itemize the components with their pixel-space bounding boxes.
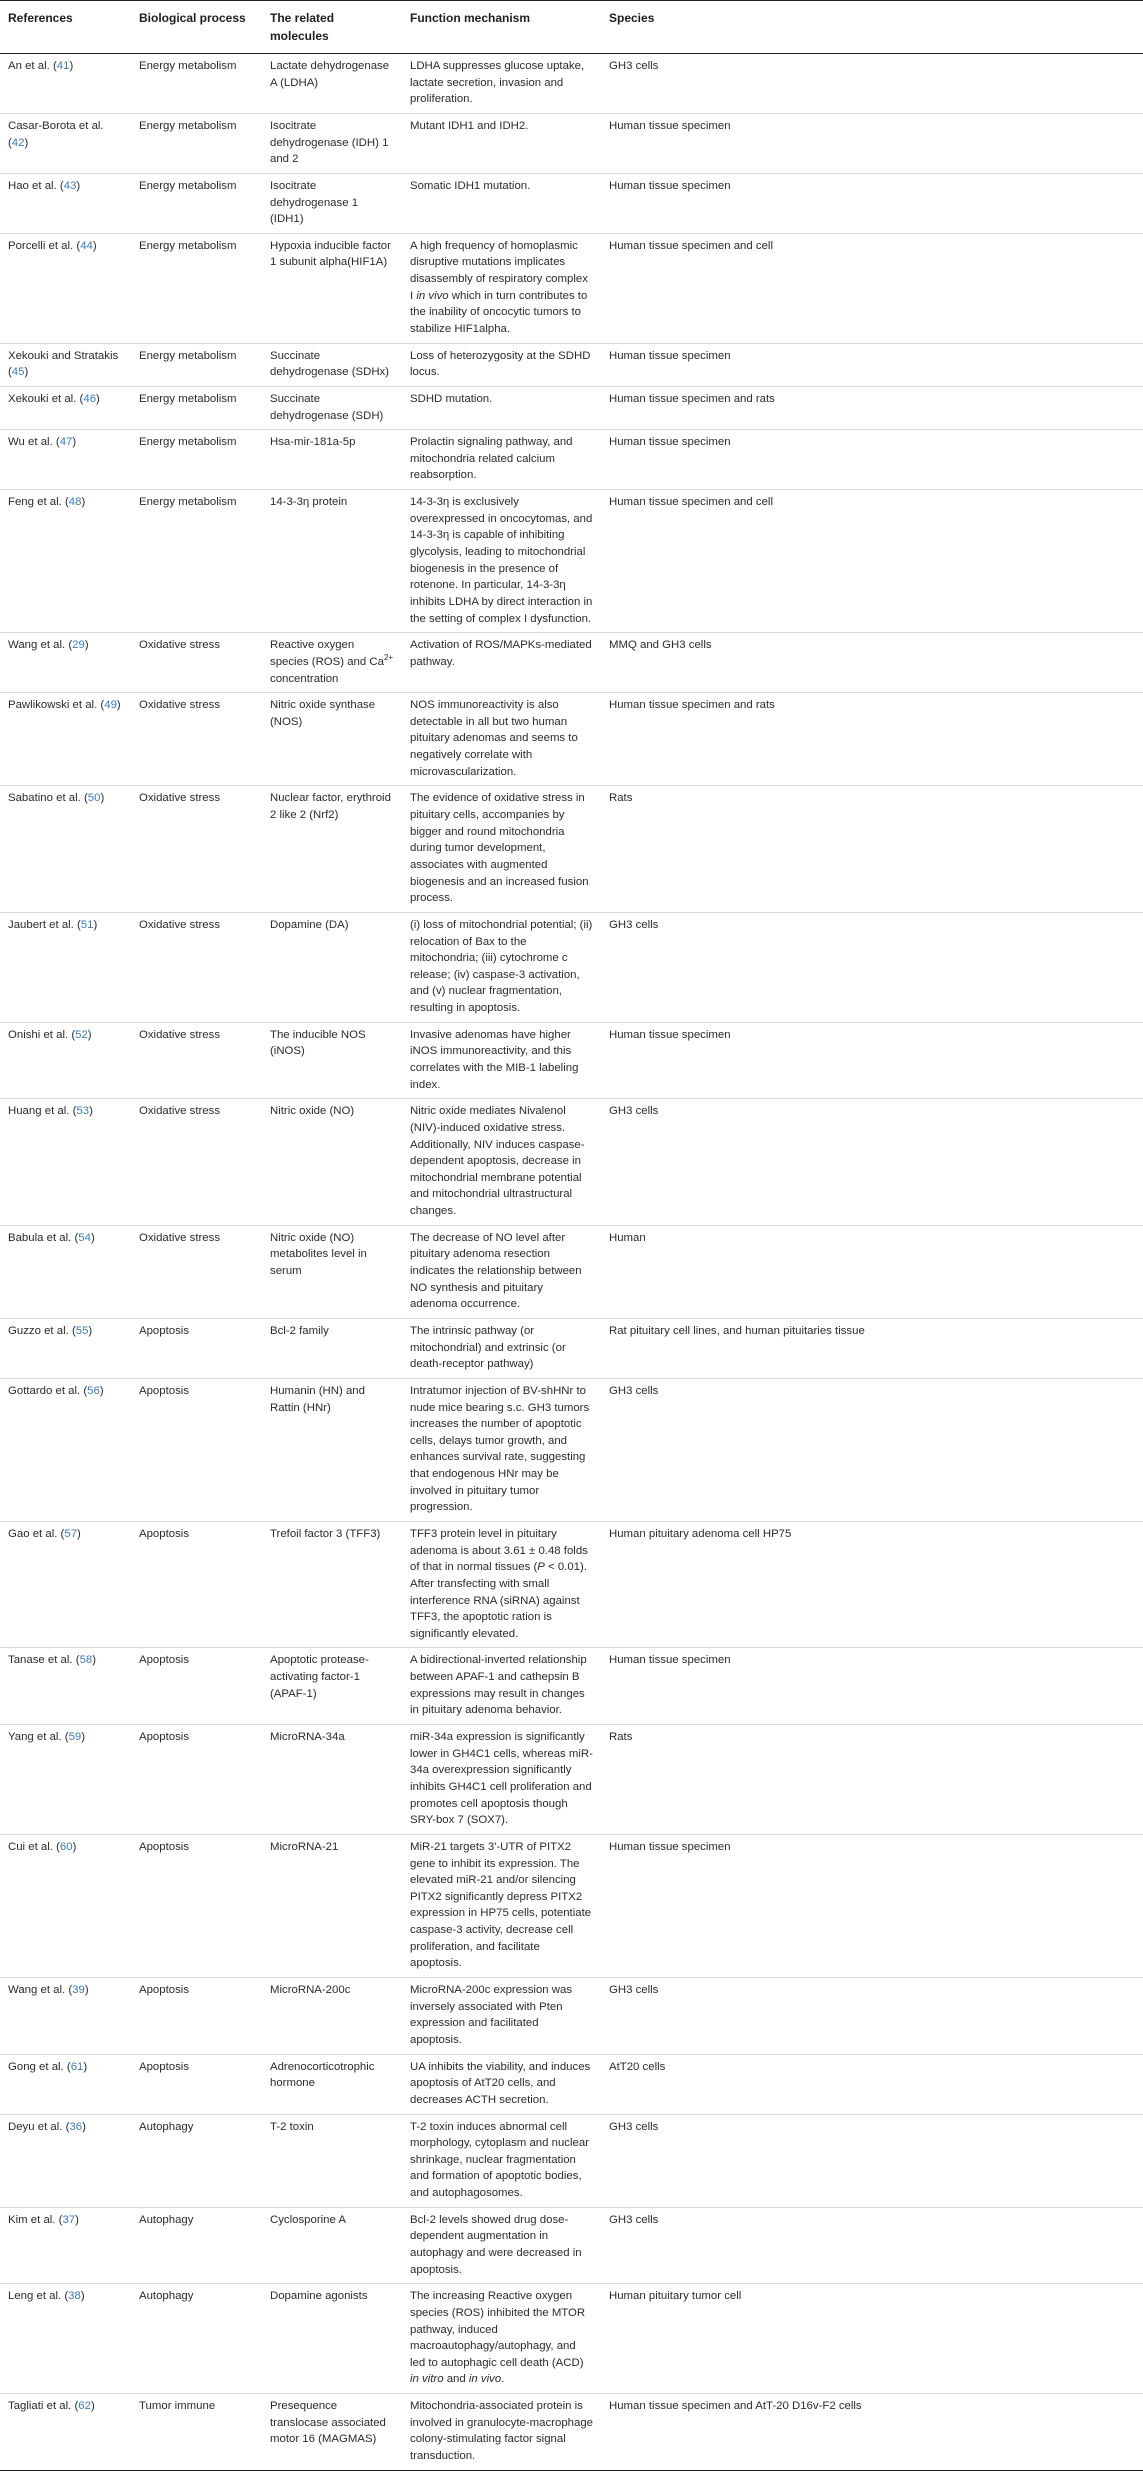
related-molecules-cell: Nuclear factor, erythroid 2 like 2 (Nrf2) <box>262 786 402 912</box>
table-row <box>0 386 1143 429</box>
reference-cell: Jaubert et al. (51) <box>0 912 131 1022</box>
related-molecules-cell: Trefoil factor 3 (TFF3) <box>262 1522 402 1648</box>
species-cell: Human tissue specimen and AtT-20 D16v-F2 cells <box>601 2394 1143 2471</box>
reference-number-link[interactable]: 38 <box>68 2290 81 2303</box>
biological-process-cell: Oxidative stress <box>131 912 262 1022</box>
reference-author: Kim et al. <box>8 2213 56 2226</box>
reference-number-link[interactable]: 48 <box>68 496 82 509</box>
reference-cell: Babula et al. (54) <box>0 1225 131 1318</box>
reference-cell: Gottardo et al. (56) <box>0 1378 131 1521</box>
reference-cell: Wu et al. (47) <box>0 430 131 490</box>
reference-cell: Xekouki et al. (46) <box>0 386 131 429</box>
function-mechanism-cell: Mitochondria-associated protein is involved in granulocyte-macrophage colony-stimulating factor signal transduction. <box>402 2394 601 2471</box>
reference-number-link[interactable]: 41 <box>56 60 70 73</box>
function-mechanism-cell: Prolactin signaling pathway, and mitochondria related calcium reabsorption. <box>402 430 601 490</box>
species-cell: GH3 cells <box>601 1099 1143 1225</box>
species-cell: Human tissue specimen <box>601 343 1143 386</box>
function-mechanism-cell: The intrinsic pathway (or mitochondrial) and extrinsic (or death-receptor pathway) <box>402 1318 601 1378</box>
function-mechanism-cell: MiR-21 targets 3'-UTR of PITX2 gene to inhibit its expression. The elevated miR-21 and/or silencing PITX2 significantly depress PITX2 expression in HP75 cells, potentiate caspase-3 activity, decrease cell proliferation, and facilitate apoptosis. <box>402 1834 601 1977</box>
table-row <box>0 2394 1143 2471</box>
biological-process-cell: Energy metabolism <box>131 173 262 233</box>
species-cell: Human pituitary tumor cell <box>601 2284 1143 2394</box>
reference-author: Casar-Borota et al. <box>8 119 104 132</box>
species-cell: GH3 cells <box>601 2207 1143 2284</box>
table-row <box>0 173 1143 233</box>
biological-process-cell: Apoptosis <box>131 1378 262 1521</box>
biological-process-cell: Apoptosis <box>131 1522 262 1648</box>
species-cell: Human tissue specimen <box>601 113 1143 173</box>
reference-number-link[interactable]: 42 <box>11 136 25 149</box>
reference-number-link[interactable]: 58 <box>79 1654 93 1667</box>
reference-author: Huang et al. <box>8 1105 70 1118</box>
species-cell: GH3 cells <box>601 912 1143 1022</box>
mechanism-italic-text: in vitro <box>410 2373 444 2386</box>
reference-author: Sabatino et al. <box>8 792 81 805</box>
mechanism-text: TFF3 protein level in pituitary adenoma is about 3.61 ± 0.48 folds of that in normal tissues ( <box>410 1528 588 1574</box>
reference-number-link[interactable]: 49 <box>104 699 117 712</box>
mechanism-italic-text: in vivo <box>416 289 449 302</box>
reference-number-link[interactable]: 36 <box>69 2120 83 2133</box>
function-mechanism-cell <box>402 1522 601 1648</box>
reference-author: Pawlikowski et al. <box>8 699 98 712</box>
biological-process-cell: Energy metabolism <box>131 113 262 173</box>
related-molecules-cell: MicroRNA-200c <box>262 1978 402 2055</box>
species-cell: MMQ and GH3 cells <box>601 633 1143 693</box>
table-row <box>0 343 1143 386</box>
reference-number-link[interactable]: 44 <box>80 239 93 252</box>
table-row <box>0 1378 1143 1521</box>
table-row <box>0 430 1143 490</box>
species-cell: GH3 cells <box>601 2114 1143 2207</box>
function-mechanism-cell: Activation of ROS/MAPKs-mediated pathway. <box>402 633 601 693</box>
related-molecules-cell: Succinate dehydrogenase (SDH) <box>262 386 402 429</box>
biological-process-cell: Tumor immune <box>131 2394 262 2471</box>
biological-process-cell: Energy metabolism <box>131 490 262 633</box>
related-molecules-cell: Humanin (HN) and Rattin (HNr) <box>262 1378 402 1521</box>
reference-author: Porcelli et al. <box>8 239 74 252</box>
reference-number-link[interactable]: 43 <box>63 179 77 192</box>
reference-cell: Wang et al. (29) <box>0 633 131 693</box>
biological-process-cell: Oxidative stress <box>131 1099 262 1225</box>
table-row <box>0 1978 1143 2055</box>
reference-cell: An et al. (41) <box>0 54 131 114</box>
reference-number-link[interactable]: 55 <box>75 1324 89 1337</box>
table-row <box>0 54 1143 114</box>
reference-number-link[interactable]: 57 <box>64 1528 78 1540</box>
biological-process-cell: Apoptosis <box>131 1978 262 2055</box>
species-cell: Human tissue specimen <box>601 1648 1143 1725</box>
related-molecules-cell: Succinate dehydrogenase (SDHx) <box>262 343 402 386</box>
table-row <box>0 2207 1143 2284</box>
reference-cell: Wang et al. (39) <box>0 1978 131 2055</box>
function-mechanism-cell: The decrease of NO level after pituitary adenoma resection indicates the relationship between NO synthesis and pituitary adenoma occurrence. <box>402 1225 601 1318</box>
related-molecules-cell: Isocitrate dehydrogenase (IDH) 1 and 2 <box>262 113 402 173</box>
reference-number-link[interactable]: 47 <box>59 436 73 449</box>
reference-author: Tanase et al. <box>8 1654 73 1667</box>
reference-cell: Gao et al. (57) <box>0 1522 131 1648</box>
related-molecules-cell: 14-3-3η protein <box>262 490 402 633</box>
biological-process-cell: Oxidative stress <box>131 1225 262 1318</box>
function-mechanism-cell: miR-34a expression is significantly lower in GH4C1 cells, whereas miR-34a overexpression significantly inhibits GH4C1 cell proliferation and promotes cell apoptosis though SRY-box 7 (SOX7). <box>402 1725 601 1835</box>
function-mechanism-cell: Loss of heterozygosity at the SDHD locus. <box>402 343 601 386</box>
species-cell: Rats <box>601 1725 1143 1835</box>
biological-process-cell: Apoptosis <box>131 1834 262 1977</box>
biological-process-cell: Apoptosis <box>131 2054 262 2114</box>
header-references: References <box>0 1 131 54</box>
table-row <box>0 1318 1143 1378</box>
header-species: Species <box>601 1 1143 54</box>
reference-author: Onishi et al. <box>8 1028 69 1041</box>
species-cell: Rats <box>601 786 1143 912</box>
table-body <box>0 54 1143 2471</box>
reference-number-link[interactable]: 46 <box>83 392 97 405</box>
biological-process-cell: Autophagy <box>131 2207 262 2284</box>
related-molecules-cell: Nitric oxide (NO) metabolites level in serum <box>262 1225 402 1318</box>
header-related-molecules: The related molecules <box>262 1 402 54</box>
table-row <box>0 633 1143 693</box>
related-molecules-cell: MicroRNA-34a <box>262 1725 402 1835</box>
molecules-text: Reactive oxygen species (ROS) and Ca <box>270 639 384 668</box>
function-mechanism-cell: 14-3-3η is exclusively overexpressed in oncocytomas, and 14-3-3η is capable of inhibiting glycolysis, leading to mitochondrial biogenesis in the presence of rotenone. In particular, 14-3-3η inhibits LDHA by direct interaction in the setting of complex I dysfunction. <box>402 490 601 633</box>
species-cell: AtT20 cells <box>601 2054 1143 2114</box>
function-mechanism-cell: Mutant IDH1 and IDH2. <box>402 113 601 173</box>
reference-cell: Deyu et al. (36) <box>0 2114 131 2207</box>
biological-process-cell: Apoptosis <box>131 1725 262 1835</box>
reference-cell: Tagliati et al. (62) <box>0 2394 131 2471</box>
biological-process-cell: Apoptosis <box>131 1318 262 1378</box>
biological-process-cell: Oxidative stress <box>131 786 262 912</box>
species-cell: GH3 cells <box>601 1378 1143 1521</box>
reference-number-link[interactable]: 51 <box>80 918 94 931</box>
reference-number-link[interactable]: 54 <box>78 1231 91 1244</box>
table-row <box>0 490 1143 633</box>
table-row <box>0 693 1143 786</box>
reference-number-link[interactable]: 53 <box>76 1105 90 1118</box>
related-molecules-cell: Hypoxia inducible factor 1 subunit alpha(HIF1A) <box>262 233 402 343</box>
molecules-superscript: 2+ <box>383 653 394 663</box>
biological-process-cell: Energy metabolism <box>131 343 262 386</box>
mechanism-text: The increasing Reactive oxygen species (ROS) inhibited the MTOR pathway, induced macroautophagy/autophagy, and led to autophagic cell death (ACD) <box>410 2290 586 2369</box>
related-molecules-cell <box>262 633 402 693</box>
reference-number-link[interactable]: 52 <box>75 1028 88 1041</box>
table-row <box>0 2054 1143 2114</box>
mechanism-italic-text: in vivo <box>468 2373 502 2386</box>
biological-process-cell: Oxidative stress <box>131 633 262 693</box>
reference-author: Guzzo et al. <box>8 1324 69 1337</box>
biological-process-cell: Autophagy <box>131 2284 262 2394</box>
reference-author: Yang et al. <box>8 1731 62 1744</box>
function-mechanism-cell: Intratumor injection of BV-shHNr to nude mice bearing s.c. GH3 tumors increases the number of apoptotic cells, delays tumor growth, and enhances survival rate, suggesting that endogenous HNr may be involved in pituitary tumor progression. <box>402 1378 601 1521</box>
table-row <box>0 2284 1143 2394</box>
table-row <box>0 1834 1143 1977</box>
reference-author: Hao et al. <box>8 179 57 192</box>
reference-number-link[interactable]: 39 <box>72 1984 85 1997</box>
reference-cell: Sabatino et al. (50) <box>0 786 131 912</box>
header-function-mechanism: Function mechanism <box>402 1 601 54</box>
header-row <box>0 1 1143 54</box>
reference-author: Jaubert et al. <box>8 918 74 931</box>
reference-author: Wu et al. <box>8 436 53 449</box>
reference-author: Feng et al. <box>8 496 62 509</box>
function-mechanism-cell: T-2 toxin induces abnormal cell morphology, cytoplasm and nuclear shrinkage, nuclear fragmentation and formation of apoptotic bodies, and autophagosomes. <box>402 2114 601 2207</box>
biological-process-cell: Oxidative stress <box>131 693 262 786</box>
species-cell: Human tissue specimen <box>601 173 1143 233</box>
species-cell: Human tissue specimen and cell <box>601 233 1143 343</box>
function-mechanism-cell: UA inhibits the viability, and induces apoptosis of AtT20 cells, and decreases ACTH secretion. <box>402 2054 601 2114</box>
function-mechanism-cell: Bcl-2 levels showed drug dose-dependent augmentation in autophagy and were decreased in apoptosis. <box>402 2207 601 2284</box>
table-row <box>0 233 1143 343</box>
table-row <box>0 1099 1143 1225</box>
header-biological-process: Biological process <box>131 1 262 54</box>
biological-process-cell: Apoptosis <box>131 1648 262 1725</box>
reference-cell: Cui et al. (60) <box>0 1834 131 1977</box>
reference-author: Tagliati et al. <box>8 2400 72 2413</box>
related-molecules-cell: Cyclosporine A <box>262 2207 402 2284</box>
species-cell: Human tissue specimen <box>601 430 1143 490</box>
related-molecules-cell: Adrenocorticotrophic hormone <box>262 2054 402 2114</box>
species-cell: Rat pituitary cell lines, and human pituitaries tissue <box>601 1318 1143 1378</box>
species-cell: Human tissue specimen and rats <box>601 386 1143 429</box>
reference-number-link[interactable]: 61 <box>70 2060 84 2073</box>
function-mechanism-cell: Nitric oxide mediates Nivalenol (NIV)-induced oxidative stress. Additionally, NIV induces caspase-dependent apoptosis, decrease in mitochondrial membrane potential and mitochondrial ultrastructural changes. <box>402 1099 601 1225</box>
related-molecules-cell: Nitric oxide synthase (NOS) <box>262 693 402 786</box>
function-mechanism-cell: (i) loss of mitochondrial potential; (ii) relocation of Bax to the mitochondria; (iii) cytochrome c release; (iv) caspase-3 activation, and (v) nuclear fragmentation, resulting in apoptosis. <box>402 912 601 1022</box>
reference-author: Leng et al. <box>8 2290 62 2303</box>
reference-cell: Yang et al. (59) <box>0 1725 131 1835</box>
mechanism-text: < 0.01). After transfecting with small interference RNA (siRNA) against TFF3, the apoptotic ration is significantly elevated. <box>410 1561 587 1640</box>
reference-cell: Gong et al. (61) <box>0 2054 131 2114</box>
function-mechanism-cell: LDHA suppresses glucose uptake, lactate secretion, invasion and proliferation. <box>402 54 601 114</box>
reference-number-link[interactable]: 50 <box>87 792 101 805</box>
related-molecules-cell: The inducible NOS (iNOS) <box>262 1022 402 1099</box>
reference-author: Xekouki and Stratakis <box>8 349 119 362</box>
related-molecules-cell: Hsa-mir-181a-5p <box>262 430 402 490</box>
species-cell: Human tissue specimen <box>601 1834 1143 1977</box>
biological-process-cell: Energy metabolism <box>131 233 262 343</box>
reference-cell: Feng et al. (48) <box>0 490 131 633</box>
mechanism-italic-text: P <box>537 1561 545 1574</box>
function-mechanism-cell: Somatic IDH1 mutation. <box>402 173 601 233</box>
related-molecules-cell: Bcl-2 family <box>262 1318 402 1378</box>
function-mechanism-cell: NOS immunoreactivity is also detectable in all but two human pituitary adenomas and seems to negatively correlate with microvascularization. <box>402 693 601 786</box>
biological-process-cell: Energy metabolism <box>131 54 262 114</box>
table-row <box>0 1225 1143 1318</box>
table-row <box>0 2114 1143 2207</box>
table-row <box>0 113 1143 173</box>
reference-cell: Leng et al. (38) <box>0 2284 131 2394</box>
reference-author: Xekouki et al. <box>8 392 77 405</box>
reference-author: Gao et al. <box>8 1528 58 1540</box>
table-row <box>0 1648 1143 1725</box>
reference-author: Cui et al. <box>8 1840 53 1853</box>
reference-number-link[interactable]: 56 <box>87 1384 100 1397</box>
reference-author: Deyu et al. <box>8 2120 63 2133</box>
function-mechanism-cell <box>402 233 601 343</box>
table-row <box>0 912 1143 1022</box>
table-row <box>0 1725 1143 1835</box>
mechanism-text: A high frequency of homoplasmic disruptive mutations implicates disassembly of respiratory complex I <box>410 239 588 302</box>
biological-process-cell: Energy metabolism <box>131 386 262 429</box>
related-molecules-cell: Dopamine agonists <box>262 2284 402 2394</box>
related-molecules-cell: Lactate dehydrogenase A (LDHA) <box>262 54 402 114</box>
function-mechanism-cell: Invasive adenomas have higher iNOS immunoreactivity, and this correlates with the MIB-1 labeling index. <box>402 1022 601 1099</box>
molecules-text: concentration <box>270 672 339 685</box>
function-mechanism-cell: MicroRNA-200c expression was inversely associated with Pten expression and facilitated apoptosis. <box>402 1978 601 2055</box>
reference-number-link[interactable]: 29 <box>72 639 85 652</box>
reference-cell: Hao et al. (43) <box>0 173 131 233</box>
reference-author: Gottardo et al. <box>8 1384 81 1397</box>
reference-cell: Xekouki and Stratakis (45) <box>0 343 131 386</box>
species-cell: Human pituitary adenoma cell HP75 <box>601 1522 1143 1648</box>
species-cell: Human tissue specimen and rats <box>601 693 1143 786</box>
related-molecules-cell: Isocitrate dehydrogenase 1 (IDH1) <box>262 173 402 233</box>
biological-process-cell: Autophagy <box>131 2114 262 2207</box>
biological-process-cell: Energy metabolism <box>131 430 262 490</box>
biological-process-cell: Oxidative stress <box>131 1022 262 1099</box>
reference-cell: Casar-Borota et al. (42) <box>0 113 131 173</box>
reference-number-link[interactable]: 45 <box>11 366 25 379</box>
reference-cell: Pawlikowski et al. (49) <box>0 693 131 786</box>
reference-cell: Guzzo et al. (55) <box>0 1318 131 1378</box>
species-cell: Human tissue specimen <box>601 1022 1143 1099</box>
reference-cell: Porcelli et al. (44) <box>0 233 131 343</box>
reference-number-link[interactable]: 37 <box>62 2213 76 2226</box>
function-mechanism-cell: The evidence of oxidative stress in pituitary cells, accompanies by bigger and round mitochondria during tumor development, associates with augmented biogenesis and an increased fusion process. <box>402 786 601 912</box>
table-row <box>0 786 1143 912</box>
mechanism-text: and <box>443 2373 469 2386</box>
reference-number-link[interactable]: 62 <box>78 2400 91 2413</box>
reference-cell: Onishi et al. (52) <box>0 1022 131 1099</box>
reference-number-link[interactable]: 59 <box>68 1731 82 1744</box>
reference-number-link[interactable]: 60 <box>59 1840 73 1853</box>
function-mechanism-cell <box>402 2284 601 2394</box>
related-molecules-cell: Dopamine (DA) <box>262 912 402 1022</box>
related-molecules-cell: T-2 toxin <box>262 2114 402 2207</box>
species-cell: GH3 cells <box>601 54 1143 114</box>
table-row <box>0 1022 1143 1099</box>
related-molecules-cell: Apoptotic protease-activating factor-1 (APAF-1) <box>262 1648 402 1725</box>
reference-author: Gong et al. <box>8 2060 64 2073</box>
reference-author: Babula et al. <box>8 1231 72 1244</box>
species-cell: Human <box>601 1225 1143 1318</box>
function-mechanism-cell: SDHD mutation. <box>402 386 601 429</box>
reference-author: Wang et al. <box>8 639 66 652</box>
related-molecules-cell: Presequence translocase associated motor 16 (MAGMAS) <box>262 2394 402 2471</box>
reference-author: Wang et al. <box>8 1984 66 1997</box>
reference-cell: Huang et al. (53) <box>0 1099 131 1225</box>
species-cell: Human tissue specimen and cell <box>601 490 1143 633</box>
reference-cell: Tanase et al. (58) <box>0 1648 131 1725</box>
function-mechanism-cell: A bidirectional-inverted relationship between APAF-1 and cathepsin B expressions may result in changes in pituitary adenoma behavior. <box>402 1648 601 1725</box>
reference-author: An et al. <box>8 60 50 73</box>
reference-cell: Kim et al. (37) <box>0 2207 131 2284</box>
table-row <box>0 1522 1143 1648</box>
related-molecules-cell: Nitric oxide (NO) <box>262 1099 402 1225</box>
mechanism-text: which in turn contributes to the inability of oncocytic tumors to stabilize HIF1alpha. <box>410 289 588 335</box>
related-molecules-cell: MicroRNA-21 <box>262 1834 402 1977</box>
species-cell: GH3 cells <box>601 1978 1143 2055</box>
mechanism-text: . <box>501 2373 505 2386</box>
